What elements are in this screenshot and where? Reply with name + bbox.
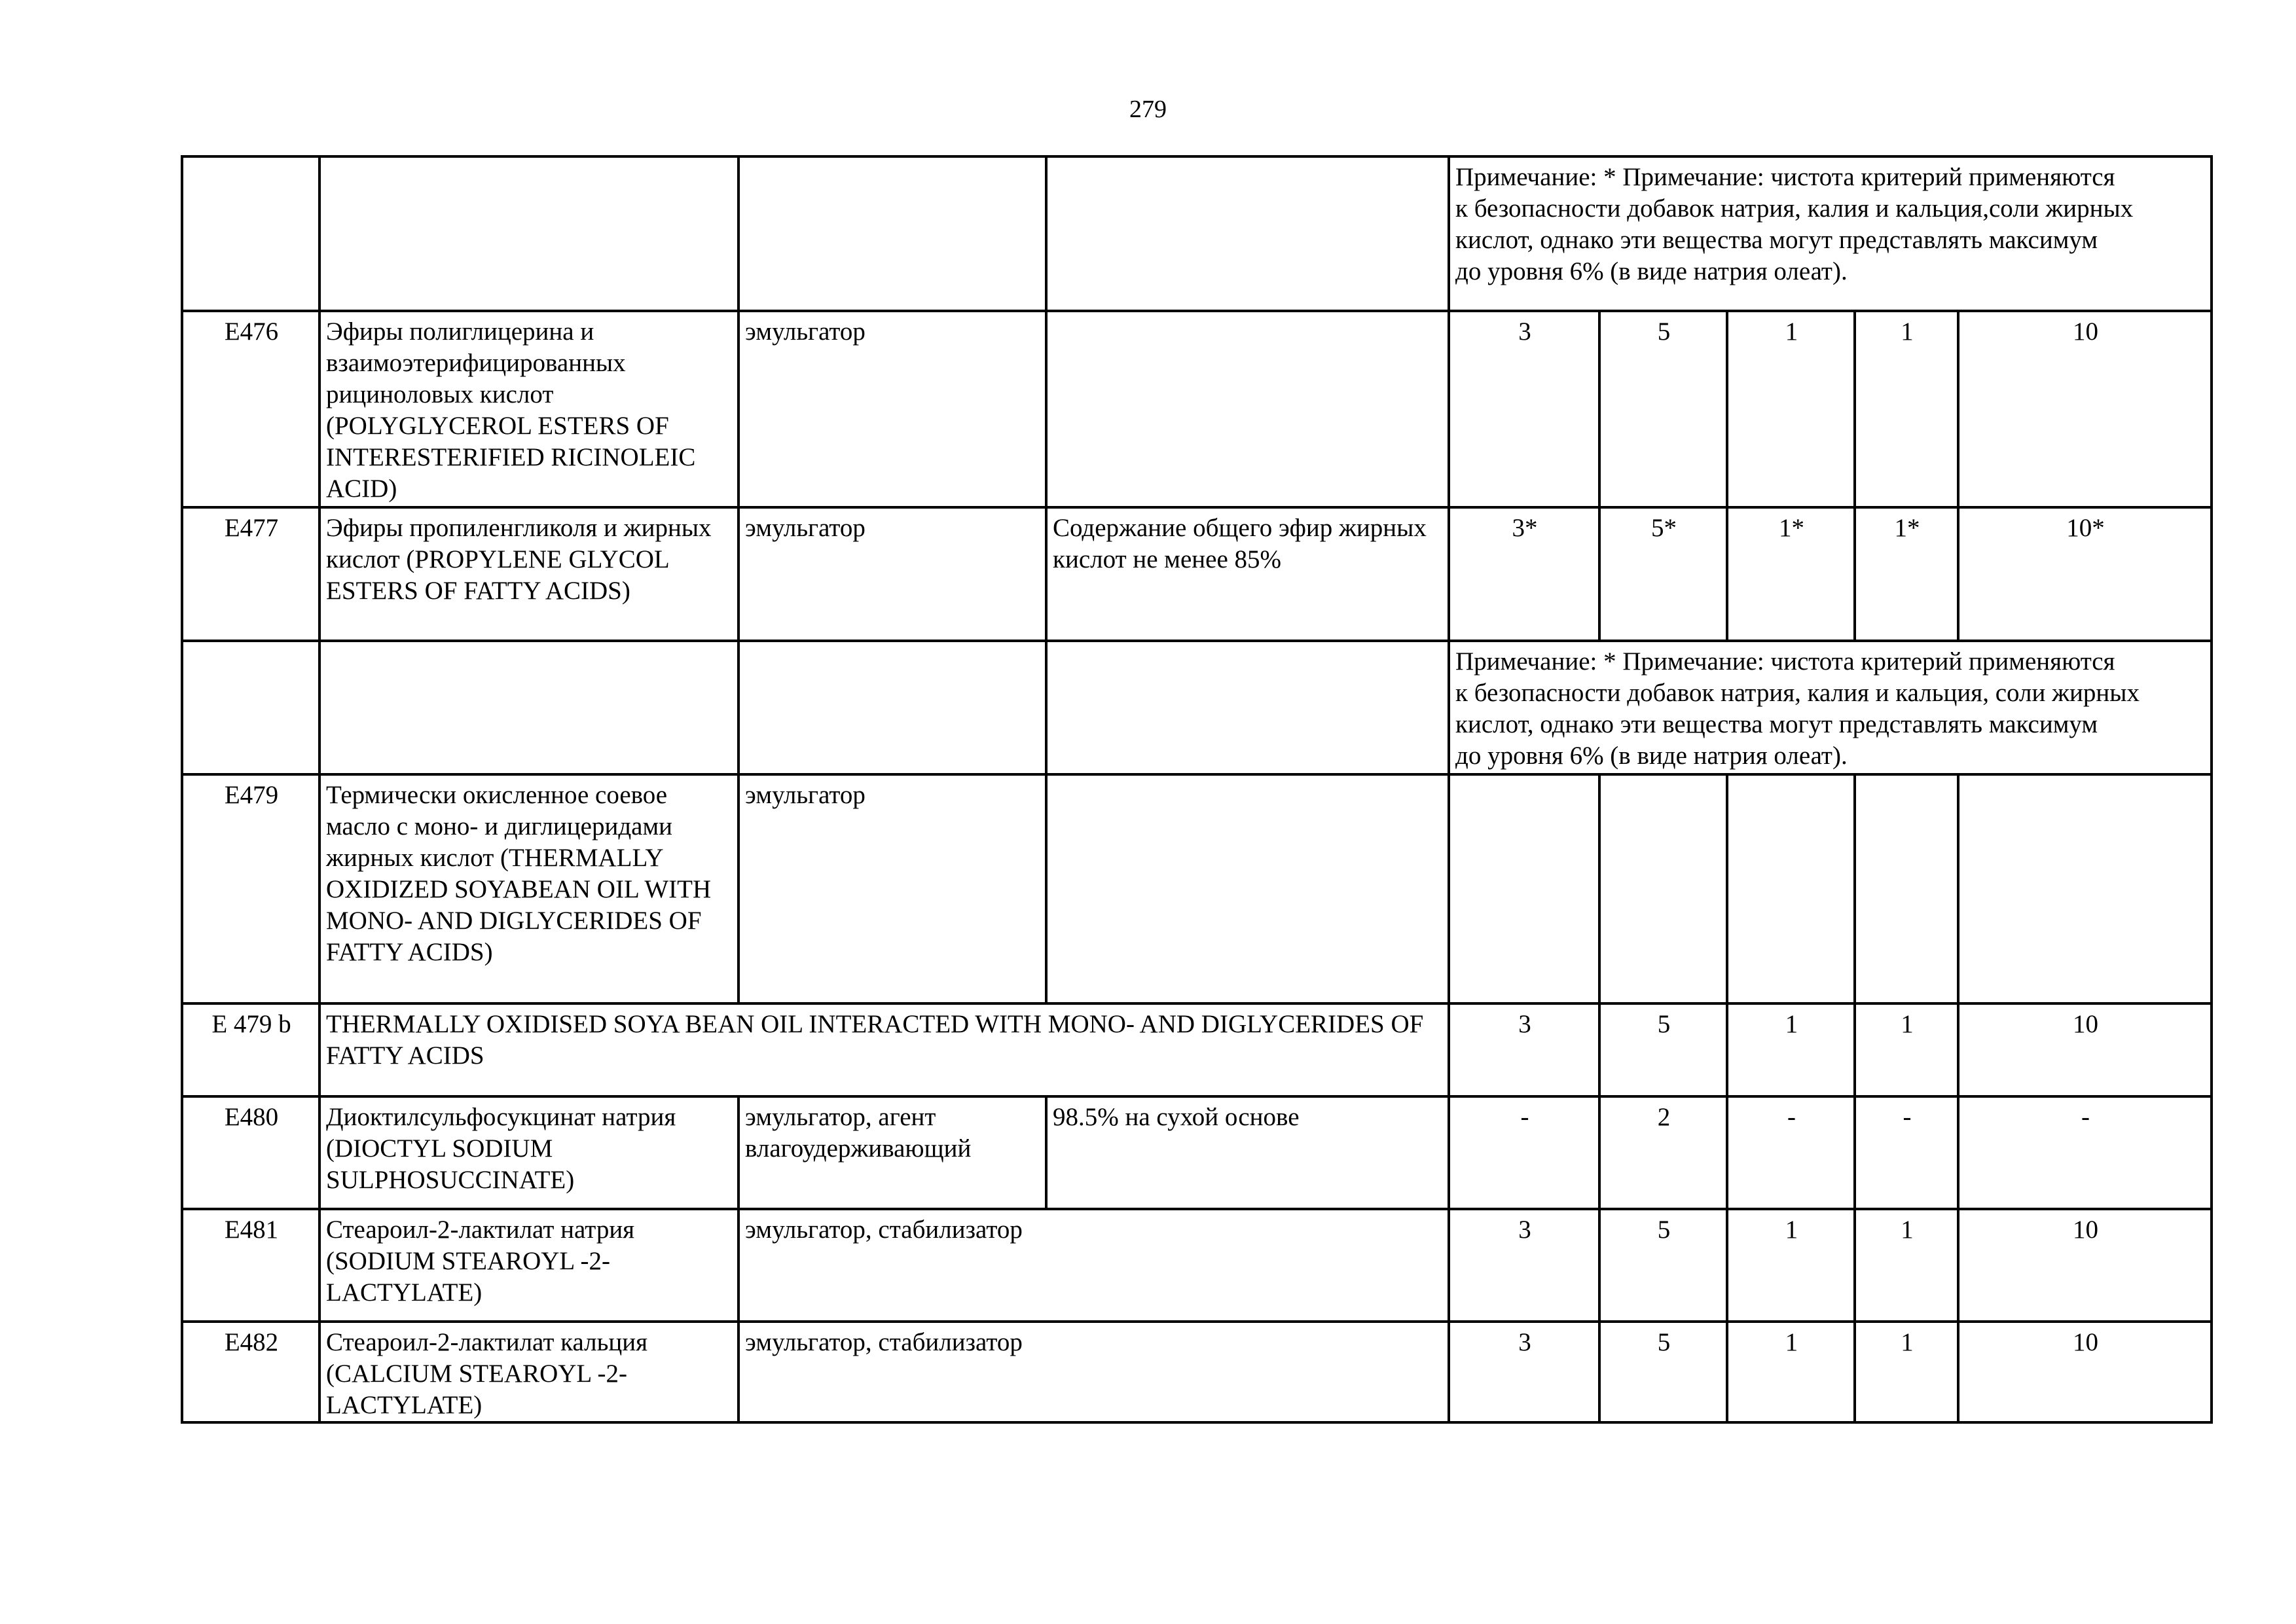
additive-function: эмульгатор, агент влагоудерживающий	[738, 1096, 1046, 1209]
additive-name: THERMALLY OXIDISED SOYA BEAN OIL INTERACTED WITH MONO- AND DIGLYCERIDES OF FATTY ACIDS	[319, 1003, 1449, 1096]
purity-criteria: 98.5% на сухой основе	[1046, 1096, 1449, 1209]
empty-cell	[738, 641, 1046, 774]
value-4: -	[1855, 1096, 1958, 1209]
note-row-1	[182, 156, 2212, 311]
table-row-e480	[182, 1096, 2212, 1209]
additive-code: E481	[182, 1209, 319, 1322]
additive-name: Диоктилсульфосукцинат натрия (DIOCTYL SODIUM SULPHOSUCCINATE)	[319, 1096, 738, 1209]
empty-cell	[1727, 774, 1855, 1003]
empty-cell	[738, 156, 1046, 311]
table-row-e476	[182, 311, 2212, 507]
additive-function: эмульгатор, стабилизатор	[738, 1322, 1449, 1422]
additive-code: E477	[182, 507, 319, 641]
additive-name: Стеароил-2-лактилат кальция (CALCIUM STEAROYL -2- LACTYLATE)	[319, 1322, 738, 1422]
value-2: 5	[1599, 1322, 1727, 1422]
additive-function: эмульгатор, стабилизатор	[738, 1209, 1449, 1322]
value-2: 2	[1599, 1096, 1727, 1209]
additives-spec-table	[181, 155, 2213, 1424]
empty-cell	[182, 156, 319, 311]
value-1: -	[1449, 1096, 1599, 1209]
value-2: 5	[1599, 1209, 1727, 1322]
value-1: 3	[1449, 1003, 1599, 1096]
value-5: 10	[1958, 1209, 2212, 1322]
additive-code: E482	[182, 1322, 319, 1422]
table-row-e481	[182, 1209, 2212, 1322]
value-5: 10	[1958, 311, 2212, 507]
table-row-e479b	[182, 1003, 2212, 1096]
additive-name: Эфиры пропиленгликоля и жирных кислот (PROPYLENE GLYCOL ESTERS OF FATTY ACIDS)	[319, 507, 738, 641]
value-1: 3	[1449, 1209, 1599, 1322]
empty-cell	[1046, 641, 1449, 774]
value-4: 1	[1855, 1322, 1958, 1422]
note-cell	[1449, 641, 2212, 774]
page-number: 279	[1129, 96, 1167, 123]
value-1: 3	[1449, 311, 1599, 507]
empty-cell	[182, 641, 319, 774]
value-3: 1	[1727, 311, 1855, 507]
value-3: 1*	[1727, 507, 1855, 641]
additive-code: E 479 b	[182, 1003, 319, 1096]
table-row-e477	[182, 507, 2212, 641]
value-2: 5	[1599, 311, 1727, 507]
additive-name: Термически окисленное соевое масло с моно- и диглицеридами жирных кислот (THERMALLY OXIDIZED SOYABEAN OIL WITH MONO- AND DIGLYCERIDES OF FATTY ACIDS)	[319, 774, 738, 1003]
empty-cell	[1855, 774, 1958, 1003]
value-5: 10	[1958, 1322, 2212, 1422]
note-cell	[1449, 156, 2212, 311]
additive-code: E479	[182, 774, 319, 1003]
additive-function: эмульгатор	[738, 311, 1046, 507]
value-5: -	[1958, 1096, 2212, 1209]
note-text: Примечание: * Примечание: чистота критерий применяются к безопасности добавок натрия, калия и кальция, соли жирных кислот, однако эти вещества могут представлять максимум до уровня 6% (в виде натрия олеат).	[1455, 647, 2140, 770]
additive-code: E480	[182, 1096, 319, 1209]
value-2: 5*	[1599, 507, 1727, 641]
additive-code: E476	[182, 311, 319, 507]
value-3: 1	[1727, 1003, 1855, 1096]
value-1: 3	[1449, 1322, 1599, 1422]
empty-cell	[1599, 774, 1727, 1003]
value-5: 10	[1958, 1003, 2212, 1096]
purity-criteria	[1046, 774, 1449, 1003]
empty-cell	[319, 156, 738, 311]
value-3: -	[1727, 1096, 1855, 1209]
purity-criteria	[1046, 311, 1449, 507]
value-1: 3*	[1449, 507, 1599, 641]
additive-name: Стеароил-2-лактилат натрия (SODIUM STEAROYL -2- LACTYLATE)	[319, 1209, 738, 1322]
empty-cell	[319, 641, 738, 774]
value-4: 1*	[1855, 507, 1958, 641]
additive-name: Эфиры полиглицерина и взаимоэтерифицированных рициноловых кислот (POLYGLYCEROL ESTERS OF INTERESTERIFIED RICINOLEIC ACID)	[319, 311, 738, 507]
empty-cell	[1449, 774, 1599, 1003]
empty-cell	[1046, 156, 1449, 311]
additive-function: эмульгатор	[738, 507, 1046, 641]
table-row-e482	[182, 1322, 2212, 1422]
table-row-e479	[182, 774, 2212, 1003]
value-4: 1	[1855, 311, 1958, 507]
value-4: 1	[1855, 1209, 1958, 1322]
value-5: 10*	[1958, 507, 2212, 641]
empty-cell	[1958, 774, 2212, 1003]
purity-criteria: Содержание общего эфир жирных кислот не менее 85%	[1046, 507, 1449, 641]
additive-function: эмульгатор	[738, 774, 1046, 1003]
note-row-2	[182, 641, 2212, 774]
value-4: 1	[1855, 1003, 1958, 1096]
note-text: Примечание: * Примечание: чистота критерий применяются к безопасности добавок натрия, калия и кальция,соли жирных кислот, однако эти вещества могут представлять максимум до уровня 6% (в виде натрия олеат).	[1455, 163, 2134, 285]
value-3: 1	[1727, 1209, 1855, 1322]
value-3: 1	[1727, 1322, 1855, 1422]
value-2: 5	[1599, 1003, 1727, 1096]
